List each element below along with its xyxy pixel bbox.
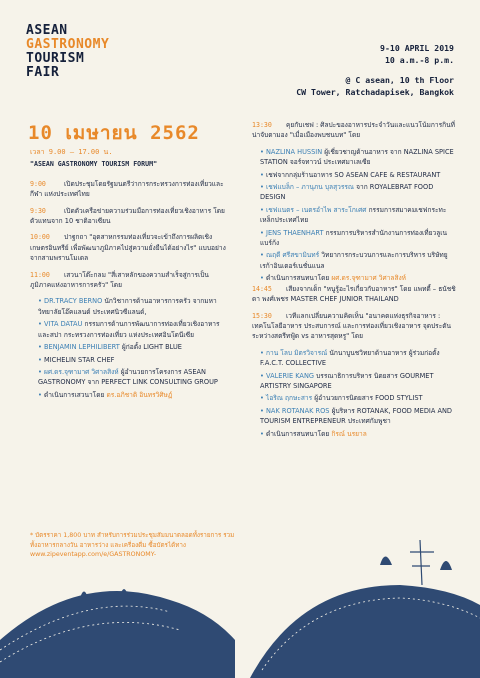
bullet-icon: • <box>260 170 266 179</box>
schedule-entry <box>252 284 457 305</box>
speaker-item <box>252 406 457 427</box>
speaker-item <box>252 393 457 403</box>
tree-icon <box>380 557 392 566</box>
speaker-name: เชฟแนตร – เนตรอำไพ สาระโกเศศ <box>266 205 367 214</box>
entry-time: 9:30 <box>30 206 46 215</box>
speaker-desc: MICHELIN STAR CHEF <box>44 355 115 364</box>
tree-icon <box>80 592 88 599</box>
schedule-entry <box>252 311 457 342</box>
schedule-entry <box>30 270 230 291</box>
speaker-desc: กรรมการบริหารสำนักงานการท่องเที่ยวลูเนแบร์ก้ง <box>260 228 448 248</box>
right-speakers-1 <box>252 147 457 284</box>
schedule-right-column <box>252 120 457 439</box>
event-info <box>296 42 454 98</box>
schedule-entry <box>30 206 230 227</box>
speaker-desc: วิทยาการกระบวนการและการบริหาร บริษัทยูเรก้าอินเตอร์เนชั่นแนล <box>260 251 448 270</box>
title-line-highlight: GASTRONOMY <box>26 37 110 52</box>
title-line: ASEAN <box>26 23 68 38</box>
right-hill-shape <box>250 585 480 678</box>
speaker-item <box>252 371 457 392</box>
bullet-icon: • <box>38 320 44 329</box>
speaker-item <box>30 296 230 317</box>
speaker-desc: ผู้อำนวยการนิตยสาร FOOD STYLIST <box>314 394 423 403</box>
venue-line: CW Tower, Ratchadapisek, Bangkok <box>296 87 454 97</box>
speaker-name: เชฟแบล็ก – ภานุภน บุลสุวรรณ <box>266 183 355 192</box>
event-dates: 9-10 APRIL 2019 <box>380 43 454 53</box>
speaker-name: DR.TRACY BERNO <box>44 297 103 306</box>
schedule-left-column <box>30 147 230 400</box>
entry-text: เปิดประชุมโดยรัฐมนตรีว่าการกระทรวงการท่องเที่ยวและกีฬา แห่งประเทศไทย <box>30 179 224 199</box>
bullet-icon: • <box>260 429 266 438</box>
bullet-icon: • <box>260 394 266 403</box>
speaker-item <box>30 342 230 352</box>
speaker-item <box>252 250 457 271</box>
entry-text: ปาฐกถา "อุตสาหกรรมท่องเที่ยวจะเข้าถึงการผลิตเชิงเกษตรอินทรีย์ เพื่อพัฒนาภูมิภาคไปสู่ความยั่งยืนได้อย่างไร" แบบอย่างจากสามพรานโมเดล <box>30 233 226 263</box>
hill-texture-line <box>0 606 170 650</box>
speaker-name: กาน โลบ มิตรวิจารณ์ <box>266 348 328 357</box>
title-line: TOURISM <box>26 51 85 66</box>
entry-time: 13:30 <box>252 121 272 129</box>
day-heading: 10 เมษายน 2562 <box>28 122 200 144</box>
right-speakers-2 <box>252 348 457 439</box>
moderator-name: ดร.อภิชาติ อินทรวิศิษฏ์ <box>106 390 173 399</box>
bullet-icon: • <box>260 274 266 283</box>
tree-icon <box>440 561 452 570</box>
speaker-item <box>252 182 457 203</box>
speaker-item <box>252 147 457 168</box>
bullet-icon: • <box>38 355 44 364</box>
bullet-icon: • <box>260 228 266 237</box>
speaker-item <box>30 319 230 340</box>
schedule-entry <box>30 232 230 263</box>
hill-texture-line <box>262 598 480 670</box>
speaker-desc: กรรมการสมาคมเชฟกระทะเหล็กประเทศไทย <box>260 205 447 225</box>
speaker-name: ไอริณ ฤกษะสาร <box>266 394 313 403</box>
speaker-item <box>252 228 457 249</box>
bullet-icon: • <box>260 371 266 380</box>
schedule-entry <box>30 179 230 200</box>
schedule-entry <box>252 120 457 141</box>
entry-text: เสวนาโต๊ะกลม "สี่เสาหลักของความสำเร็จสู่การเป็นภูมิภาคแห่งอาหารการครัว" โดย <box>30 270 209 290</box>
tree-icon <box>120 589 128 596</box>
tower-icon <box>410 540 434 585</box>
speaker-desc: ผู้บริหาร ROTANAK, FOOD MEDIA AND TOURISM ENTREPRENEUR ประเทศกัมพูชา <box>260 406 452 426</box>
entry-text: เปิดตัวเครือข่ายความร่วมมือการท่องเที่ยวเชิงอาหาร โดยตัวแทนจาก 10 ชาติอาเซียน <box>30 206 225 226</box>
bullet-icon: • <box>38 297 44 306</box>
bullet-icon: • <box>38 343 44 352</box>
speaker-name: VALERIE KANG <box>266 371 314 380</box>
bullet-icon: • <box>260 147 266 156</box>
venue-line: @ C asean, 10 th Floor <box>345 75 454 85</box>
speaker-desc: กรรมการด้านการพัฒนาการท่องเที่ยวเชิงอาหารและสปา กระทรวงการท่องเที่ยว แห่งประเทศอินโดนีเซีย <box>38 320 220 339</box>
entry-text: คุยกับเชฟ : ศิลปะของอาหารประจำวันและแนวโน้มการกินที่น่าจับตามอง "เมื่อเมืองพบชนบท" โดย <box>252 121 455 140</box>
right-entries-2 <box>252 284 457 342</box>
entry-text: เวทีแลกเปลี่ยนความคิดเห็น "อนาคตแห่งธุรกิจอาหาร : เทคโนโลยีอาหาร ประสบการณ์ และการท่องเที่ยวเชิงอาหาร จุดประตันระหว่างสตรีทฟู้ด vs อาหารสุดหรู" โดย <box>252 311 452 341</box>
speaker-desc: บรรณาธิการบริหาร นิตยสาร GOURMET ARTISTRY SINGAPORE <box>260 371 434 390</box>
speaker-desc: ดำเนินการสนทนาโดย <box>266 429 330 438</box>
left-speakers <box>30 296 230 400</box>
speaker-name: NAK ROTANAK ROS <box>266 406 330 415</box>
hill-texture-line <box>0 622 180 662</box>
bullet-icon: • <box>260 183 266 192</box>
bullet-icon: • <box>38 367 44 376</box>
ticket-footnote: * บัตรราคา 1,800 บาท สำหรับการร่วมประชุมสัมมนาตลอดทั้งรายการ รวมทั้งอาหารกลางวัน อาหารว่าง และเครื่องดื่ม ซื้อบัตรได้ทาง www.zipeventapp.com/e/GASTRONOMY- <box>30 532 235 559</box>
speaker-desc: จาก ROYALEBRAT FOOD DESIGN <box>260 183 434 202</box>
speaker-name: NAZLINA HUSSIN <box>266 147 323 156</box>
speaker-name: BENJAMIN LEPHILIBERT <box>44 343 120 352</box>
bullet-icon: • <box>260 251 266 260</box>
entry-text: เสียงจากเด็ก "หนูรู้อะไรเกี่ยวกับอาหาร" โดย แพทตี้ – ธนัชชิดา พงศ์เพชร MASTER CHEF JUNIOR THAILAND <box>252 284 456 304</box>
speaker-item <box>252 273 457 283</box>
speaker-desc: ผู้เชี่ยวชาญด้านอาหาร จาก NAZLINA SPICE STATION จอร์จทาวน์ ประเทศมาเลเซีย <box>260 147 454 167</box>
entry-time: 14:45 <box>252 284 272 293</box>
speaker-name: JENS THAENHART <box>266 228 324 237</box>
speaker-desc: ผู้ก่อตั้ง LIGHT BLUE <box>121 343 182 352</box>
speaker-item <box>252 429 457 439</box>
bullet-icon: • <box>260 348 266 357</box>
speaker-desc: ผู้อำนวยการโครงการ ASEAN GASTRONOMY จาก PERFECT LINK CONSULTING GROUP <box>38 367 218 387</box>
speaker-item <box>30 355 230 365</box>
speaker-desc: ดำเนินการสนทนาโดย <box>266 274 330 283</box>
speaker-name: ผศ.ดร.จุฑามาศ วิศาลสิงห์ <box>44 367 119 376</box>
moderator-name: กิรณ์ นรยาล <box>331 429 367 438</box>
bullet-icon: • <box>260 406 266 415</box>
right-entries <box>252 120 457 141</box>
entry-time: 9:00 <box>30 179 46 188</box>
time-range: เวลา 9.00 – 17.00 น. <box>30 148 113 156</box>
speaker-name: ณฤดี ศรีสขามินทร์ <box>266 251 320 260</box>
event-title <box>26 24 109 80</box>
speaker-name: VITA DATAU <box>44 320 83 329</box>
forum-title: "ASEAN GASTRONOMY TOURISM FORUM" <box>30 160 158 169</box>
left-entries <box>30 179 230 291</box>
speaker-item <box>252 348 457 369</box>
title-line: FAIR <box>26 65 60 80</box>
entry-time: 15:30 <box>252 311 272 320</box>
event-hours: 10 a.m.-8 p.m. <box>384 55 454 65</box>
speaker-desc: นักวิชาการด้านอาหารการครัว จากมหาวิทยาลัยโอ๊คแลนด์ ประเทศนิวซีแลนด์, <box>38 297 217 316</box>
speaker-item <box>252 205 457 226</box>
speaker-item <box>30 367 230 388</box>
entry-time: 10:00 <box>30 233 50 242</box>
left-hill-shape <box>0 591 235 678</box>
moderator-name: ผศ.ดร.จุฑามาศ วิศาลสิงห์ <box>331 274 407 283</box>
bullet-icon: • <box>38 390 44 399</box>
speaker-item <box>252 170 457 180</box>
speaker-desc: นักนาบูนชวิทยาด้านอาหาร ผู้ร่วมก่อตั้ง F.A.C.T. COLLECTIVE <box>260 348 440 368</box>
bullet-icon: • <box>260 205 266 214</box>
entry-time: 11:00 <box>30 270 50 279</box>
speaker-desc: ดำเนินการเสวนาโดย <box>44 390 105 399</box>
speaker-item <box>30 390 230 400</box>
speaker-desc: เชฟจากกลุ่มร้านอาหาร SO ASEAN CAFE & RESTAURANT <box>266 170 441 179</box>
